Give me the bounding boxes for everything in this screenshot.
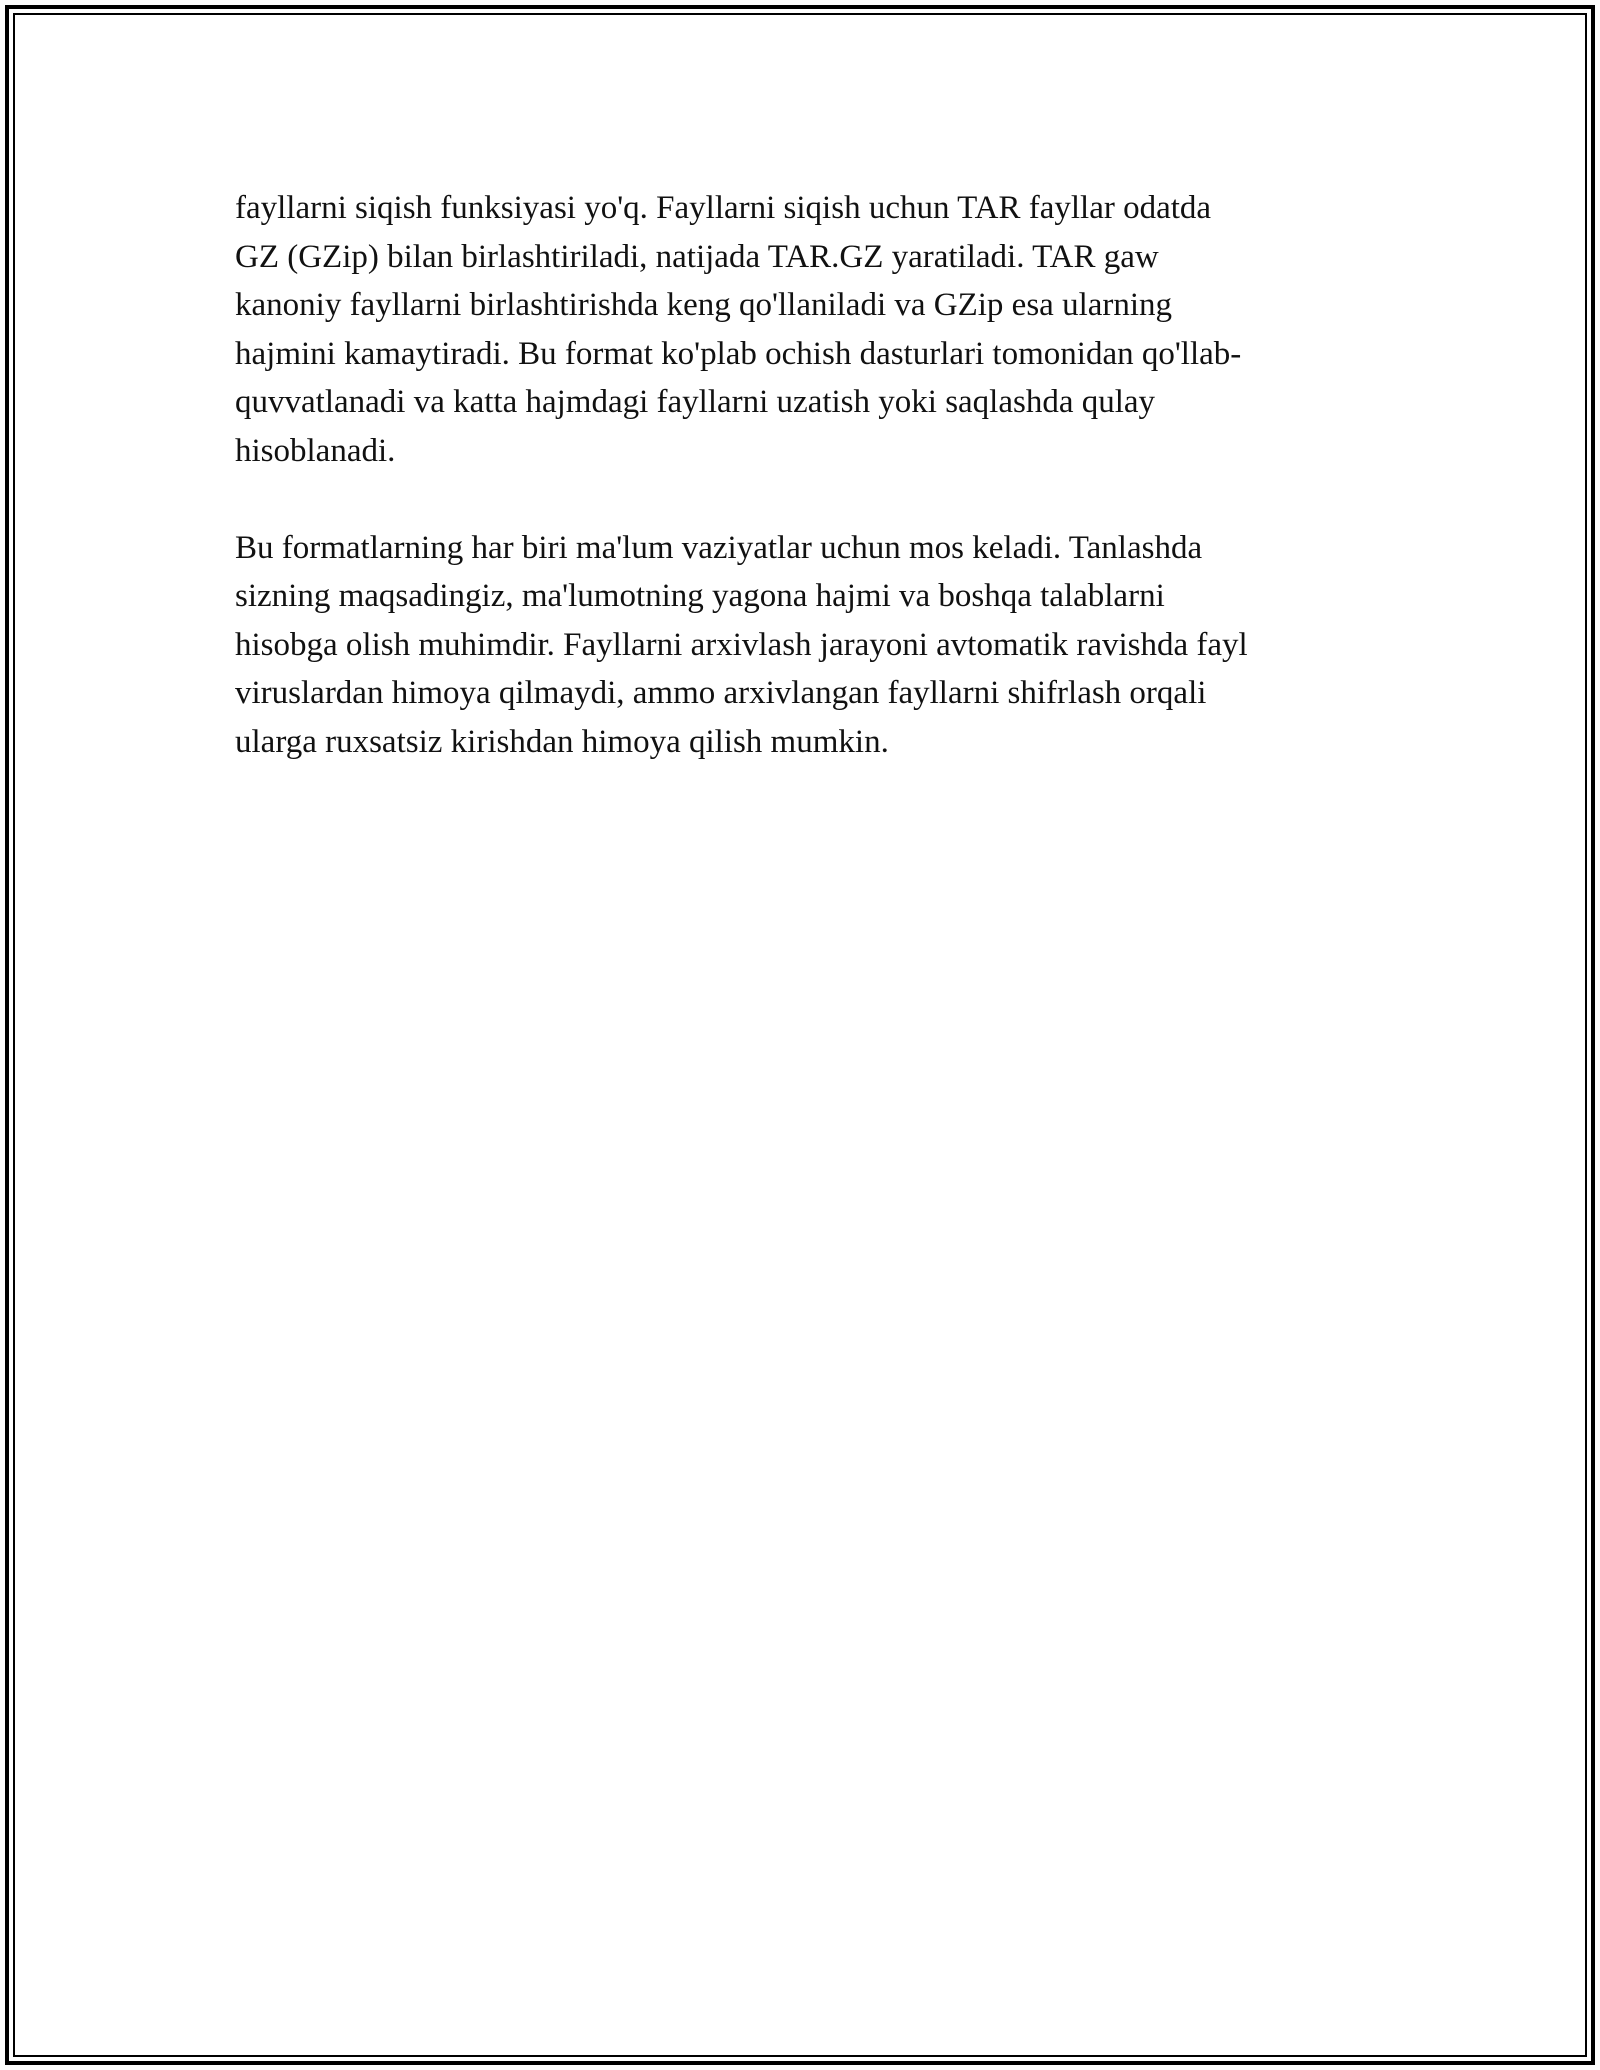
text-line: viruslardan himoya qilmaydi, ammo arxivlangan fayllarni shifrlash orqali bbox=[235, 675, 1207, 711]
text-line: GZ (GZip) bilan birlashtiriladi, natijada TAR.GZ yaratiladi. TAR gaw bbox=[235, 238, 1159, 275]
paragraph-format-choice bbox=[235, 524, 1360, 767]
text-line: hisobga olish muhimdir. Fayllarni arxivlash jarayoni avtomatik ravishda fayl bbox=[235, 626, 1248, 663]
text-line: Bu formatlarning har biri ma'lum vaziyatlar uchun mos keladi. Tanlashda bbox=[235, 529, 1203, 566]
text-line: hajmini kamaytiradi. Bu format ko'plab ochish dasturlari tomonidan qo'llab- bbox=[235, 335, 1242, 372]
text-line: fayllarni siqish funksiyasi yo'q. Fayllarni siqish uchun TAR fayllar odatda bbox=[235, 190, 1212, 226]
text-line: ularga ruxsatsiz kirishdan himoya qilish mumkin. bbox=[235, 723, 889, 760]
document-body bbox=[235, 184, 1360, 815]
text-line: kanoniy fayllarni birlashtirishda keng qo'llaniladi va GZip esa ularning bbox=[235, 287, 1173, 323]
text-line: hisoblanadi. bbox=[235, 432, 396, 469]
paragraph-tar-gzip bbox=[235, 184, 1360, 475]
text-line: sizning maqsadingiz, ma'lumotning yagona hajmi va boshqa talablarni bbox=[235, 578, 1165, 614]
text-line: quvvatlanadi va katta hajmdagi fayllarni uzatish yoki saqlashda qulay bbox=[235, 384, 1156, 420]
